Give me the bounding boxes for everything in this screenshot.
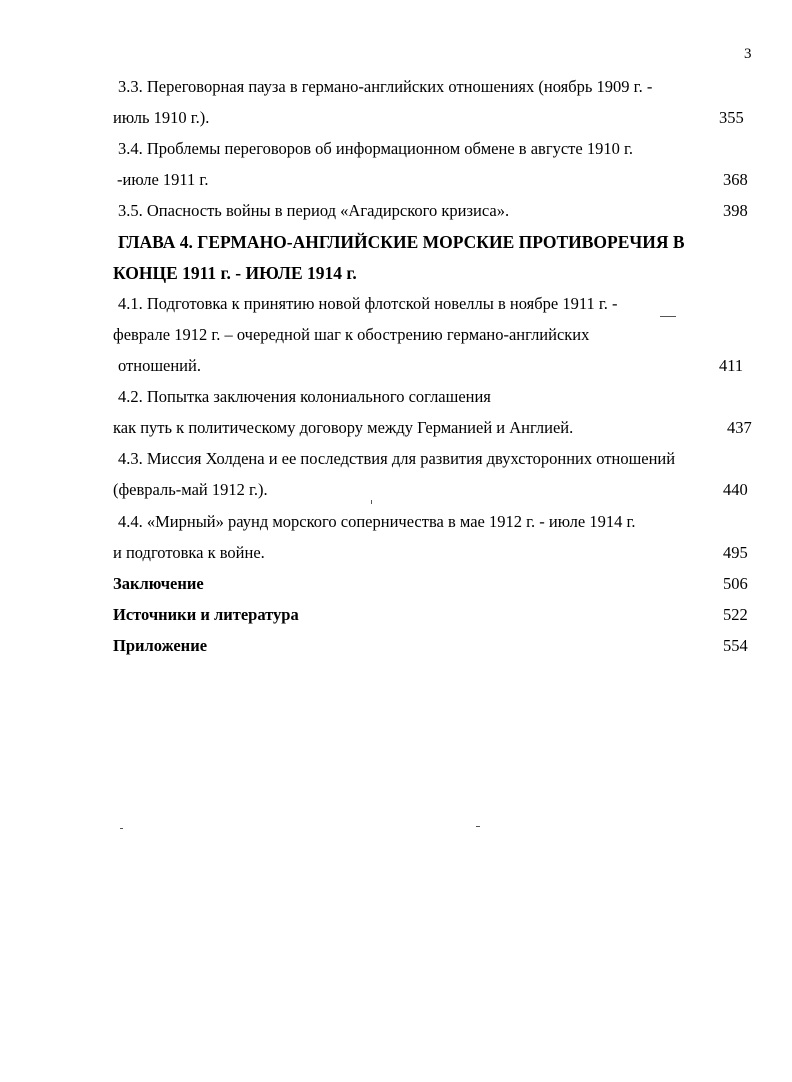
toc-entry-4-3-page: 440 [723,480,748,499]
chapter-4-heading-line-1: ГЛАВА 4. ГЕРМАНО-АНГЛИЙСКИЕ МОРСКИЕ ПРОТИВОРЕЧИЯ В [118,232,685,252]
page-number: 3 [744,46,752,62]
toc-entry-4-4-line-1: 4.4. «Мирный» раунд морского соперничества в мае 1912 г. - июле 1914 г. [118,512,636,531]
toc-entry-4-1-line-3: отношений. [118,356,201,375]
scan-speck [660,316,676,317]
toc-sources-page: 522 [723,605,748,624]
toc-entry-3-3-line-1: 3.3. Переговорная пауза в германо-английских отношениях (ноябрь 1909 г. - [118,77,653,96]
scan-speck [476,826,480,827]
toc-sources-label: Источники и литература [113,605,299,624]
toc-entry-4-2-line-2: как путь к политическому договору между Германией и Англией. [113,418,574,437]
toc-conclusion-page: 506 [723,574,748,593]
toc-entry-3-4-page: 368 [723,170,748,189]
toc-entry-4-3-line-1: 4.3. Миссия Холдена и ее последствия для развития двухсторонних отношений [118,449,676,468]
toc-entry-4-1-line-2: феврале 1912 г. – очередной шаг к обострению германо-английских [113,325,590,344]
toc-entry-3-5-line-1: 3.5. Опасность войны в период «Агадирского кризиса». [118,201,510,220]
toc-entry-4-2-page: 437 [727,418,752,437]
toc-entry-3-3-page: 355 [719,108,744,127]
toc-entry-3-5-page: 398 [723,201,748,220]
toc-entry-4-2-line-1: 4.2. Попытка заключения колониального соглашения [118,387,491,406]
toc-entry-4-4-page: 495 [723,543,748,562]
toc-entry-4-1-page: 411 [719,356,744,375]
toc-entry-3-4-line-2: -июле 1911 г. [117,170,209,189]
toc-conclusion-label: Заключение [113,574,204,593]
toc-entry-4-1-line-1: 4.1. Подготовка к принятию новой флотской новеллы в ноябре 1911 г. - [118,294,618,313]
scan-speck [120,828,123,829]
toc-appendix-label: Приложение [113,636,208,655]
toc-entry-3-3-line-2: июль 1910 г.). [113,108,210,127]
toc-entry-3-4-line-1: 3.4. Проблемы переговоров об информационном обмене в августе 1910 г. [118,139,633,158]
scan-speck [371,500,372,504]
chapter-4-heading-line-2: КОНЦЕ 1911 г. - ИЮЛЕ 1914 г. [113,263,357,283]
toc-entry-4-4-line-2: и подготовка к войне. [113,543,265,562]
toc-entry-4-3-line-2: (февраль-май 1912 г.). [113,480,268,499]
toc-appendix-page: 554 [723,636,748,655]
